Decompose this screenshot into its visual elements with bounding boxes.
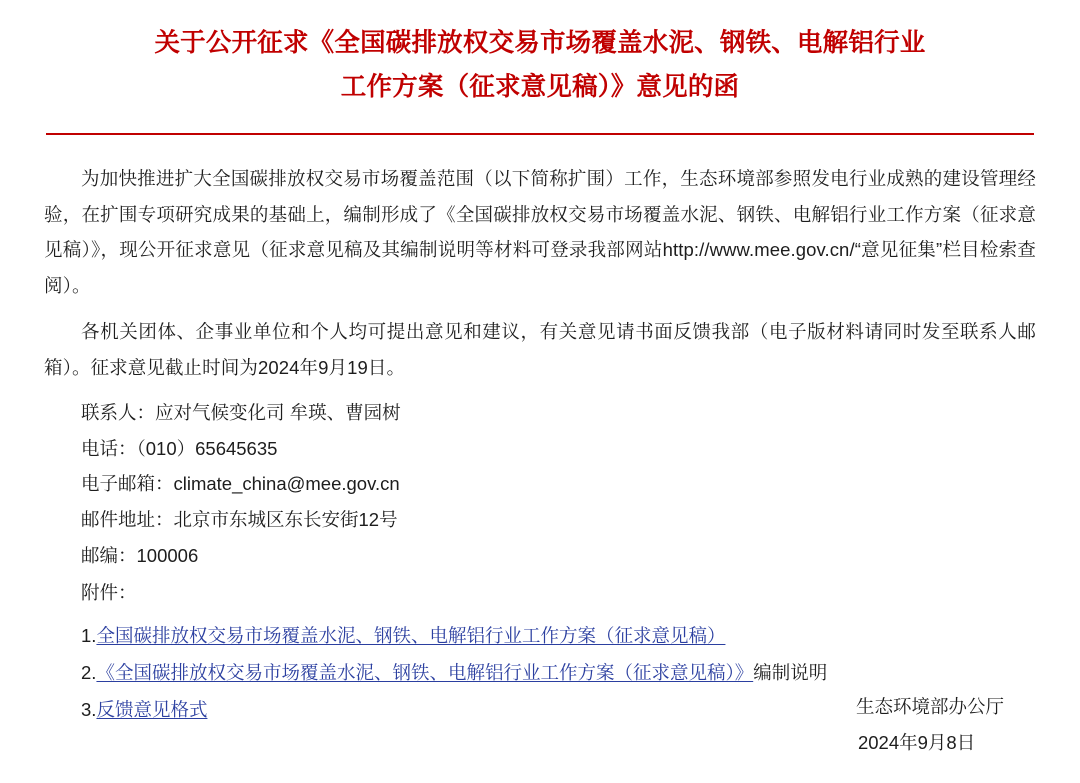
signature-date: 2024年9月8日 <box>857 731 976 753</box>
page-left-margin <box>0 0 8 783</box>
paragraph-background: 为加快推进扩大全国碳排放权交易市场覆盖范围（以下简称扩围）工作，生态环境部参照发电行业成熟的建设管理经验，在扩围专项研究成果的基础上，编制形成了《全国碳排放权交易市场覆盖水泥、钢铁、电解铝行业工作方案（征求意见稿）》，现公开征求意见（征求意见稿及其编制说明等材料可登录我部网站http://www.mee.gov.cn/“意见征集”栏目检索查阅）。 <box>44 167 1036 297</box>
attachment-link-2[interactable]: 《全国碳排放权交易市场覆盖水泥、钢铁、电解铝行业工作方案（征求意见稿）》 <box>96 662 754 684</box>
contact-phone: 电话：（010）65645635 <box>81 437 278 459</box>
attachment-item-1 <box>44 617 1036 654</box>
contact-address: 邮件地址：北京市东城区东长安街12号 <box>81 509 398 531</box>
attachment-link-1[interactable]: 全国碳排放权交易市场覆盖水泥、钢铁、电解铝行业工作方案（征求意见稿） <box>96 625 726 647</box>
attachment-link-3[interactable]: 反馈意见格式 <box>96 699 208 721</box>
attachment-suffix-2: 编制说明 <box>753 662 828 684</box>
document-title-line-1: 关于公开征求《全国碳排放权交易市场覆盖水泥、钢铁、电解铝行业 <box>154 29 926 57</box>
contact-email: 电子邮箱：climate_china@mee.gov.cn <box>81 473 400 495</box>
document-title <box>44 22 1036 110</box>
attachment-number-2: 2. <box>81 662 97 684</box>
contact-person: 联系人：应对气候变化司 牟瑛、曹园树 <box>81 401 401 423</box>
document-body <box>40 0 1040 783</box>
signature-block <box>856 689 1004 761</box>
signature-organization: 生态环境部办公厅 <box>855 695 1004 717</box>
document-title-line-2: 工作方案（征求意见稿）》意见的函 <box>340 72 740 101</box>
contact-block <box>44 395 1036 574</box>
attachment-number-3: 3. <box>81 699 97 721</box>
contact-postcode: 邮编：100006 <box>81 544 199 566</box>
title-divider <box>46 133 1034 135</box>
attachment-item-2 <box>44 654 1036 691</box>
paragraph-feedback: 各机关团体、企事业单位和个人均可提出意见和建议，有关意见请书面反馈我部（电子版材料请同时发至联系人邮箱）。征求意见截止时间为2024年9月19日。 <box>44 321 1036 379</box>
attachment-number-1: 1. <box>81 625 97 647</box>
attachments-label: 附件： <box>81 582 137 604</box>
